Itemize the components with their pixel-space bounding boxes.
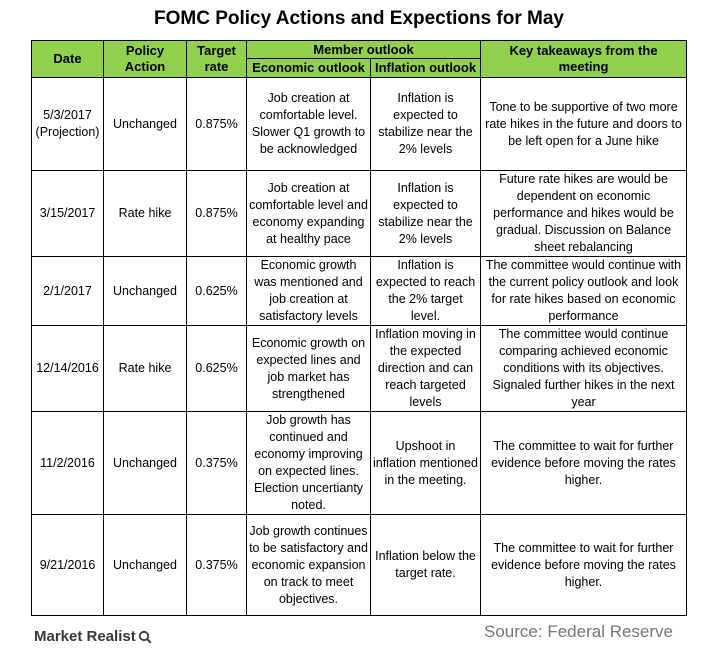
cell-date: 3/15/2017 xyxy=(32,171,104,257)
cell-target-rate: 0.375% xyxy=(187,412,247,515)
cell-inflation-outlook: Inflation moving in the expected direction and can reach targeted levels xyxy=(371,326,481,412)
cell-target-rate: 0.625% xyxy=(187,257,247,326)
cell-inflation-outlook: Inflation below the target rate. xyxy=(371,515,481,616)
header-target-rate: Target rate xyxy=(187,41,247,78)
table-row xyxy=(32,78,687,171)
cell-policy-action: Unchanged xyxy=(104,257,187,326)
cell-target-rate: 0.875% xyxy=(187,78,247,171)
cell-economic-outlook: Job creation at comfortable level and economy expanding at healthy pace xyxy=(247,171,371,257)
table-row xyxy=(32,412,687,515)
cell-target-rate: 0.625% xyxy=(187,326,247,412)
page-title: FOMC Policy Actions and Expections for May xyxy=(154,8,564,29)
cell-date: 9/21/2016 xyxy=(32,515,104,616)
cell-date: 11/2/2016 xyxy=(32,412,104,515)
cell-date: 2/1/2017 xyxy=(32,257,104,326)
cell-policy-action: Rate hike xyxy=(104,326,187,412)
table-row xyxy=(32,515,687,616)
cell-economic-outlook: Economic growth on expected lines and job market has strengthened xyxy=(247,326,371,412)
cell-key-takeaways: Future rate hikes are would be dependent on economic performance and hikes would be gradual. Discussion on Balance sheet rebalancing xyxy=(481,171,687,257)
header-inflation-outlook: Inflation outlook xyxy=(371,59,481,78)
header-date: Date xyxy=(32,41,104,78)
source-note: Source: Federal Reserve xyxy=(484,622,673,641)
cell-target-rate: 0.875% xyxy=(187,171,247,257)
cell-key-takeaways: The committee would continue with the current policy outlook and look for rate hikes based on economic performance xyxy=(481,257,687,326)
cell-economic-outlook: Job growth continues to be satisfactory and economic expansion on track to meet objectives. xyxy=(247,515,371,616)
table-row xyxy=(32,257,687,326)
header-member-outlook: Member outlook xyxy=(247,41,481,59)
cell-date: 12/14/2016 xyxy=(32,326,104,412)
table-row xyxy=(32,326,687,412)
cell-inflation-outlook: Inflation is expected to reach the 2% target level. xyxy=(371,257,481,326)
cell-key-takeaways: Tone to be supportive of two more rate hikes in the future and doors to be left open for a June hike xyxy=(481,78,687,171)
cell-policy-action: Rate hike xyxy=(104,171,187,257)
cell-policy-action: Unchanged xyxy=(104,515,187,616)
cell-policy-action: Unchanged xyxy=(104,78,187,171)
header-policy-action: Policy Action xyxy=(104,41,187,78)
cell-key-takeaways: The committee would continue comparing achieved economic conditions with its objectives. Signaled further hikes in the next year xyxy=(481,326,687,412)
cell-economic-outlook: Job creation at comfortable level. Slower Q1 growth to be acknowledged xyxy=(247,78,371,171)
logo-text: Market Realist xyxy=(34,628,136,645)
magnifier-q-icon xyxy=(138,630,152,644)
cell-target-rate: 0.375% xyxy=(187,515,247,616)
header-economic-outlook: Economic outlook xyxy=(247,59,371,78)
cell-economic-outlook: Job growth has continued and economy improving on expected lines. Election uncertianty noted. xyxy=(247,412,371,515)
header-key-takeaways: Key takeaways from the meeting xyxy=(481,41,687,78)
table-header-row xyxy=(32,41,687,59)
cell-economic-outlook: Economic growth was mentioned and job creation at satisfactory levels xyxy=(247,257,371,326)
cell-policy-action: Unchanged xyxy=(104,412,187,515)
cell-inflation-outlook: Upshoot in inflation mentioned in the meeting. xyxy=(371,412,481,515)
cell-inflation-outlook: Inflation is expected to stabilize near the 2% levels xyxy=(371,171,481,257)
cell-inflation-outlook: Inflation is expected to stabilize near the 2% levels xyxy=(371,78,481,171)
cell-key-takeaways: The committee to wait for further evidence before moving the rates higher. xyxy=(481,515,687,616)
fomc-policy-table xyxy=(31,40,687,616)
cell-date: 5/3/2017 (Projection) xyxy=(32,78,104,171)
table-row xyxy=(32,171,687,257)
cell-key-takeaways: The committee to wait for further evidence before moving the rates higher. xyxy=(481,412,687,515)
market-realist-logo xyxy=(34,628,152,645)
